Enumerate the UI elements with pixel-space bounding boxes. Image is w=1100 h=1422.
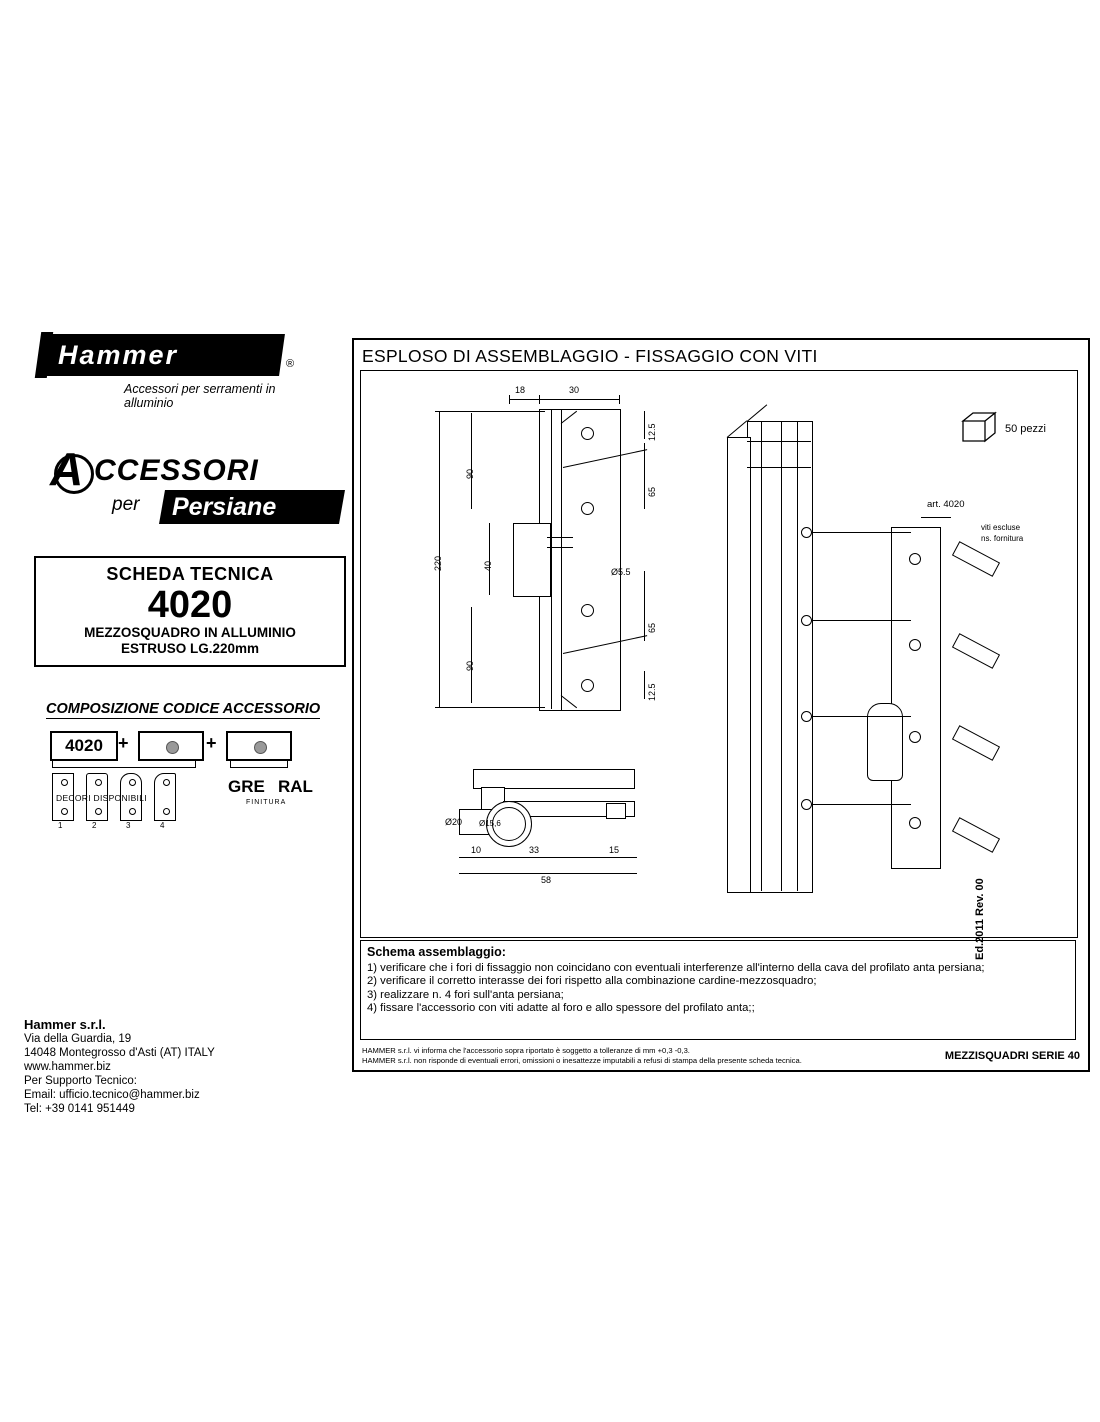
dim-33: 33 (529, 845, 540, 855)
drawing-frame (352, 338, 1090, 1072)
registered-mark-icon: ® (286, 358, 295, 370)
bracket-finitura (230, 759, 288, 768)
left-column (20, 330, 340, 851)
hole-4 (581, 679, 594, 692)
profile-rib (747, 467, 811, 468)
dot-icon (166, 741, 179, 754)
plate-hole-4 (909, 817, 921, 829)
viti-label-1: viti escluse (981, 523, 1021, 532)
decori-label: DECORI DISPONIBILI (56, 793, 147, 803)
hole-3 (581, 604, 594, 617)
dim-58: 58 (541, 875, 552, 885)
plate-4-number: 4 (160, 821, 165, 830)
product-desc-line2: ESTRUSO LG.220mm (120, 641, 260, 656)
drawing-area (360, 370, 1078, 938)
center-line (547, 537, 573, 538)
plate-4-icon (154, 773, 176, 821)
screw-2-icon (952, 633, 1000, 669)
company-email: Email: ufficio.tecnico@hammer.biz (24, 1089, 200, 1101)
dim-line (471, 413, 472, 509)
note-item-2: 2) verificare il corretto interasse dei fori rispetto alla combinazione cardine-mezzosquadro; (367, 975, 817, 988)
dim-65-bot: 65 (647, 622, 657, 633)
circle-icon (54, 454, 94, 494)
cylinder-boss (513, 523, 551, 597)
dim-40: 40 (483, 560, 493, 571)
plate-hole-1 (909, 553, 921, 565)
code-finitura-box (226, 731, 292, 761)
explode-axis (811, 804, 911, 805)
profile-line (781, 421, 782, 891)
scheda-title: SCHEDA TECNICA (106, 564, 274, 584)
profile-bevel (727, 420, 748, 437)
plate-2-number: 2 (92, 821, 97, 830)
dim-tick (539, 395, 540, 404)
plate-hole-2 (909, 639, 921, 651)
product-desc-line1: MEZZOSQUADRO IN ALLUMINIO (84, 625, 296, 640)
note-item-1: 1) verificare che i fori di fissaggio non coincidano con eventuali interferenze all'interno della cava del profilato anta persiana; (367, 962, 985, 974)
hole-2 (581, 502, 594, 515)
art-label: art. 4020 (927, 499, 965, 510)
profile-bevel (747, 404, 768, 421)
plate-3-number: 3 (126, 821, 131, 830)
company-support-label: Per Supporto Tecnico: (24, 1075, 137, 1087)
viti-label-2: ns. fornitura (981, 534, 1024, 543)
dim-18: 18 (515, 385, 526, 395)
profile-line (761, 421, 762, 891)
pack-quantity-label: 50 pezzi (1005, 423, 1046, 435)
plus-sign-2: + (206, 733, 217, 753)
ral-label: RAL (278, 777, 313, 796)
dim-line (644, 571, 645, 641)
box-icon (959, 409, 999, 445)
dot-icon (254, 741, 267, 754)
section-profile-top (473, 769, 635, 789)
company-tel: Tel: +39 0141 951449 (24, 1103, 135, 1115)
disclaimer (362, 1046, 922, 1066)
note-item-3: 3) realizzare n. 4 fori sull'anta persiana; (367, 988, 564, 1001)
assembly-notes (360, 940, 1076, 1040)
dim-90-top: 90 (465, 468, 475, 479)
dim-line (471, 607, 472, 703)
per-word: per (112, 494, 140, 515)
dim-10: 10 (471, 845, 482, 855)
screw-3-icon (952, 725, 1000, 761)
dim-hole-dia: Ø5.5 (611, 567, 631, 577)
dim-line-top (509, 399, 619, 400)
dim-line-bottom-2 (459, 873, 637, 874)
bracket-decori (52, 759, 196, 768)
company-website: www.hammer.biz (24, 1061, 111, 1073)
edition-revision: Ed.2011 Rev. 00 (974, 878, 986, 960)
finitura-label: FINITURA (246, 799, 287, 806)
dim-tick (619, 395, 620, 404)
code-composition (46, 731, 326, 851)
explode-axis (811, 716, 911, 717)
profile-edge (551, 409, 552, 709)
dim-d20: Ø20 (445, 817, 463, 827)
dim-line (644, 411, 645, 439)
dim-line (644, 443, 645, 509)
note-item-4: 4) fissare l'accessorio con viti adatte al foro e allo spessore del profilato anta;; (367, 1002, 755, 1015)
hole-1 (581, 427, 594, 440)
bracket-plate (561, 409, 621, 711)
series-label: MEZZISQUADRI SERIE 40 (944, 1050, 1080, 1062)
disclaimer-line-2: HAMMER s.r.l. non risponde di eventuali errori, omissioni o inesattezze imputabili a refusi di stampa della presente scheda tecnica. (362, 1056, 802, 1065)
dim-12-5-top: 12.5 (647, 423, 657, 441)
ext-line (435, 707, 545, 708)
composizione-title: COMPOSIZIONE CODICE ACCESSORIO (46, 701, 321, 717)
logo-wordmark: Hammer (58, 340, 179, 370)
hammer-logo (28, 330, 328, 426)
plus-sign-1: + (118, 733, 129, 753)
dim-65-top: 65 (647, 486, 657, 497)
dim-tick (509, 395, 510, 404)
dim-line (644, 671, 645, 699)
explode-axis (811, 620, 911, 621)
plate-hole-3 (909, 731, 921, 743)
dim-15: 15 (609, 845, 620, 855)
dim-line-bottom (459, 857, 637, 858)
logo-tagline: Accessori per serramenti in alluminio (124, 382, 276, 410)
screw-1-icon (952, 541, 1000, 577)
dim-12-5-bot: 12.5 (647, 683, 657, 701)
persiane-word: Persiane (172, 493, 277, 521)
disclaimer-line-1: HAMMER s.r.l. vi informa che l'accessorio sopra riportato è soggetto a tolleranze di mm +0,3 -0,3. (362, 1046, 690, 1055)
hinge-cylinder (867, 703, 903, 781)
accessori-word: CCESSORI (94, 454, 259, 487)
company-address-2: 14048 Montegrosso d'Asti (AT) ITALY (24, 1047, 215, 1059)
callout-line (921, 517, 951, 518)
plate-1-number: 1 (58, 821, 63, 830)
dim-30: 30 (569, 385, 580, 395)
profile-rib (747, 441, 811, 442)
profile-line (797, 421, 798, 891)
notes-title: Schema assemblaggio: (367, 945, 506, 959)
center-line (547, 547, 573, 548)
dim-line (489, 523, 490, 595)
accessori-persiane-logo (50, 444, 330, 540)
dim-d15-6: Ø15,6 (479, 819, 501, 828)
product-code: 4020 (147, 584, 233, 626)
company-info (24, 1018, 324, 1116)
code-decoro-box (138, 731, 204, 761)
company-name: Hammer s.r.l. (24, 1017, 106, 1032)
explode-axis (811, 532, 911, 533)
company-address-1: Via della Guardia, 19 (24, 1033, 132, 1045)
code-base-box: 4020 (50, 731, 118, 761)
accessori-initial: A (50, 443, 84, 495)
dim-90-bot: 90 (465, 660, 475, 671)
ext-line (435, 411, 545, 412)
profile-flange (727, 437, 751, 893)
scheda-tecnica-box (34, 556, 346, 667)
dim-220: 220 (433, 555, 443, 571)
gre-label: GRE (228, 777, 265, 796)
aluminium-profile (747, 421, 813, 893)
drawing-title: ESPLOSO DI ASSEMBLAGGIO - FISSAGGIO CON VITI (362, 346, 818, 366)
section-detail (606, 803, 626, 819)
